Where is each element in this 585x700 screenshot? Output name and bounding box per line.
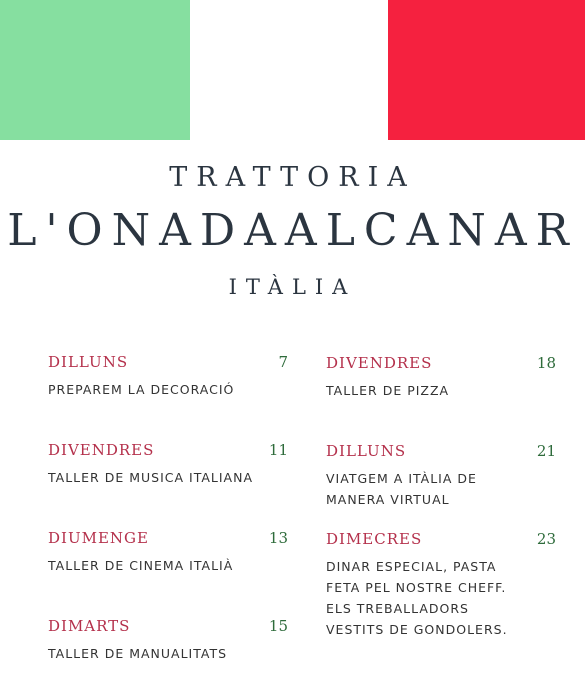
flag-green-band xyxy=(0,0,190,140)
header-country: ITÀLIA xyxy=(228,275,357,299)
event-description: DINAR ESPECIAL, PASTA FETA PEL NOSTRE CHEFF. ELS TREBALLADORS VESTITS DE GONDOLERS. xyxy=(326,559,508,637)
event-number: 7 xyxy=(278,353,288,371)
event-number: 23 xyxy=(536,530,556,548)
event-day: DIMARTS xyxy=(48,617,131,635)
event-day: DILLUNS xyxy=(326,442,407,460)
event-description: TALLER DE MUSICA ITALIANA xyxy=(48,470,254,485)
event-day: DIVENDRES xyxy=(326,354,433,372)
event-day: DILLUNS xyxy=(48,353,129,371)
event-description: TALLER DE MANUALITATS xyxy=(48,646,228,661)
event-day: DIUMENGE xyxy=(48,529,149,547)
flag-white-band xyxy=(190,0,388,140)
event-day: DIMECRES xyxy=(326,530,423,548)
event-description: VIATGEM A ITÀLIA DE MANERA VIRTUAL xyxy=(326,471,477,507)
flag-red-band xyxy=(388,0,585,140)
event-number: 18 xyxy=(536,354,556,372)
event-description: TALLER DE CINEMA ITALIÀ xyxy=(48,558,234,573)
restaurant-name: L'ONADAALCANAR xyxy=(7,205,578,256)
event-number: 13 xyxy=(268,529,288,547)
event-number: 21 xyxy=(536,442,556,460)
event-day: DIVENDRES xyxy=(48,441,155,459)
header-trattoria: TRATTORIA xyxy=(169,162,416,193)
event-description: PREPAREM LA DECORACIÓ xyxy=(48,382,235,397)
event-description: TALLER DE PIZZA xyxy=(326,383,450,398)
event-number: 11 xyxy=(268,441,288,459)
event-number: 15 xyxy=(268,617,288,635)
